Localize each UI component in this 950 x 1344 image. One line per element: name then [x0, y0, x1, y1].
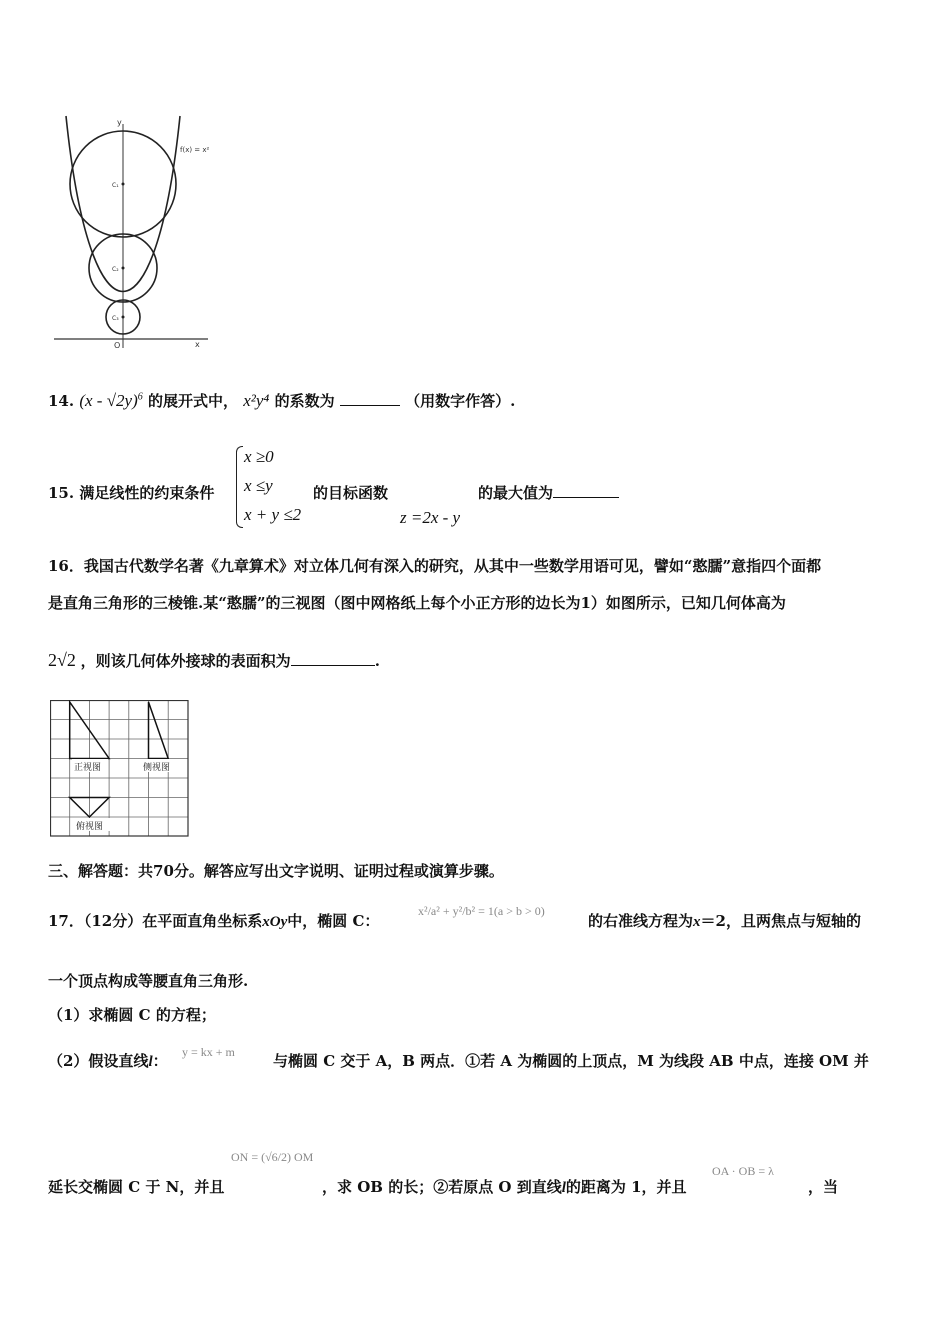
- c3-label: C₃: [112, 315, 119, 322]
- q14-text-1: 的展开式中，: [147, 392, 238, 410]
- q15-text-2: 的目标函数: [313, 484, 389, 502]
- q14-number: 14.: [48, 392, 75, 410]
- q15-text-3: 的最大值为: [478, 482, 619, 503]
- q15-brace: [236, 446, 243, 528]
- q15-condition-2: x ≤y: [244, 476, 273, 495]
- question-15: [48, 482, 214, 503]
- question-14: [48, 390, 515, 411]
- q17-line-equation: y = kx + m: [182, 1045, 235, 1059]
- side-view-triangle: [149, 702, 169, 759]
- three-view-figure: [50, 700, 190, 837]
- q16-answer-blank: [291, 651, 375, 666]
- parabola-circles-figure: [50, 110, 220, 355]
- q17-part-1: （1）求椭圆 C 的方程；: [48, 1006, 216, 1024]
- c1-label: C₁: [112, 182, 119, 189]
- top-view-label: 俯视图: [76, 822, 104, 832]
- q17-line-1-end: 的右准线方程为x＝2，且两焦点与短轴的: [588, 912, 861, 930]
- q15-condition-1: x ≥0: [244, 447, 274, 466]
- q15-constraints: [244, 442, 301, 529]
- q17-part-2: （2）假设直线l：: [48, 1052, 168, 1070]
- q15-objective: z =2x - y: [400, 508, 461, 527]
- q17-line-4: 延长交椭圆 C 于 N，并且: [48, 1178, 225, 1196]
- curve-label: f(x) = x²: [180, 146, 210, 154]
- q14-answer-blank: [340, 391, 400, 406]
- point-c3: [122, 316, 125, 319]
- q14-expression: (x - √2y)$^6$: [79, 391, 143, 410]
- q16-line-1: 16．我国古代数学名著《九章算术》对立体几何有深入的研究，从其中一些数学用语可见，譬如“憨臑”意指四个面都: [48, 557, 822, 575]
- q16-height-value: 2√2: [48, 650, 76, 670]
- x-axis-label: x: [195, 340, 200, 349]
- q14-term: x²y⁴: [243, 391, 270, 410]
- q17-line-4-end: ，当: [808, 1178, 839, 1196]
- q17-line-1: 17．（12分）在平面直角坐标系xOy中，椭圆 C：: [48, 912, 380, 930]
- c2-label: C₂: [112, 266, 119, 273]
- q14-text-3: （用数字作答）.: [405, 392, 516, 410]
- side-view-label: 侧视图: [143, 763, 171, 773]
- point-c2: [122, 267, 125, 270]
- q17-ellipse-equation: x²/a² + y²/b² = 1(a > b > 0): [418, 904, 545, 918]
- q17-part-2-text: 与椭圆 C 交于 A，B 两点．①若 A 为椭圆的上顶点，M 为线段 AB 中点，连接 OM 并: [273, 1052, 869, 1070]
- q17-dot-product: OA · OB = λ: [712, 1164, 774, 1178]
- q17-vector-equation: ON = (√6/2) OM: [231, 1150, 314, 1164]
- q14-exponent: 6: [137, 391, 143, 403]
- q15-number: 15.: [48, 484, 75, 502]
- q15-condition-3: x + y ≤2: [244, 505, 302, 524]
- origin-label: O: [114, 341, 121, 350]
- q15-text-1: 满足线性的约束条件: [79, 484, 215, 502]
- q17-line-2: 一个顶点构成等腰直角三角形.: [48, 972, 249, 990]
- q17-coord-system: xOy: [262, 914, 288, 930]
- front-view-label: 正视图: [74, 763, 102, 773]
- q16-line-2: 是直角三角形的三棱锥.某“憨臑”的三视图（图中网格纸上每个小正方形的边长为1）如图所示，已知几何体高为: [48, 594, 786, 612]
- y-axis-label: y: [117, 118, 122, 127]
- section-3-heading: 三、解答题：共70分。解答应写出文字说明、证明过程或演算步骤。: [48, 862, 504, 880]
- q15-answer-blank: [553, 483, 619, 498]
- q14-text-2: 的系数为: [274, 392, 335, 410]
- q16-line-3: 2√2 ，则该几何体外接球的表面积为 .: [48, 650, 380, 670]
- point-c1: [122, 183, 125, 186]
- q17-line-4-mid: ，求 OB 的长；②若原点 O 到直线l的距离为 1，并且: [322, 1178, 687, 1196]
- q16-text: ，则该几何体外接球的表面积为: [80, 652, 291, 670]
